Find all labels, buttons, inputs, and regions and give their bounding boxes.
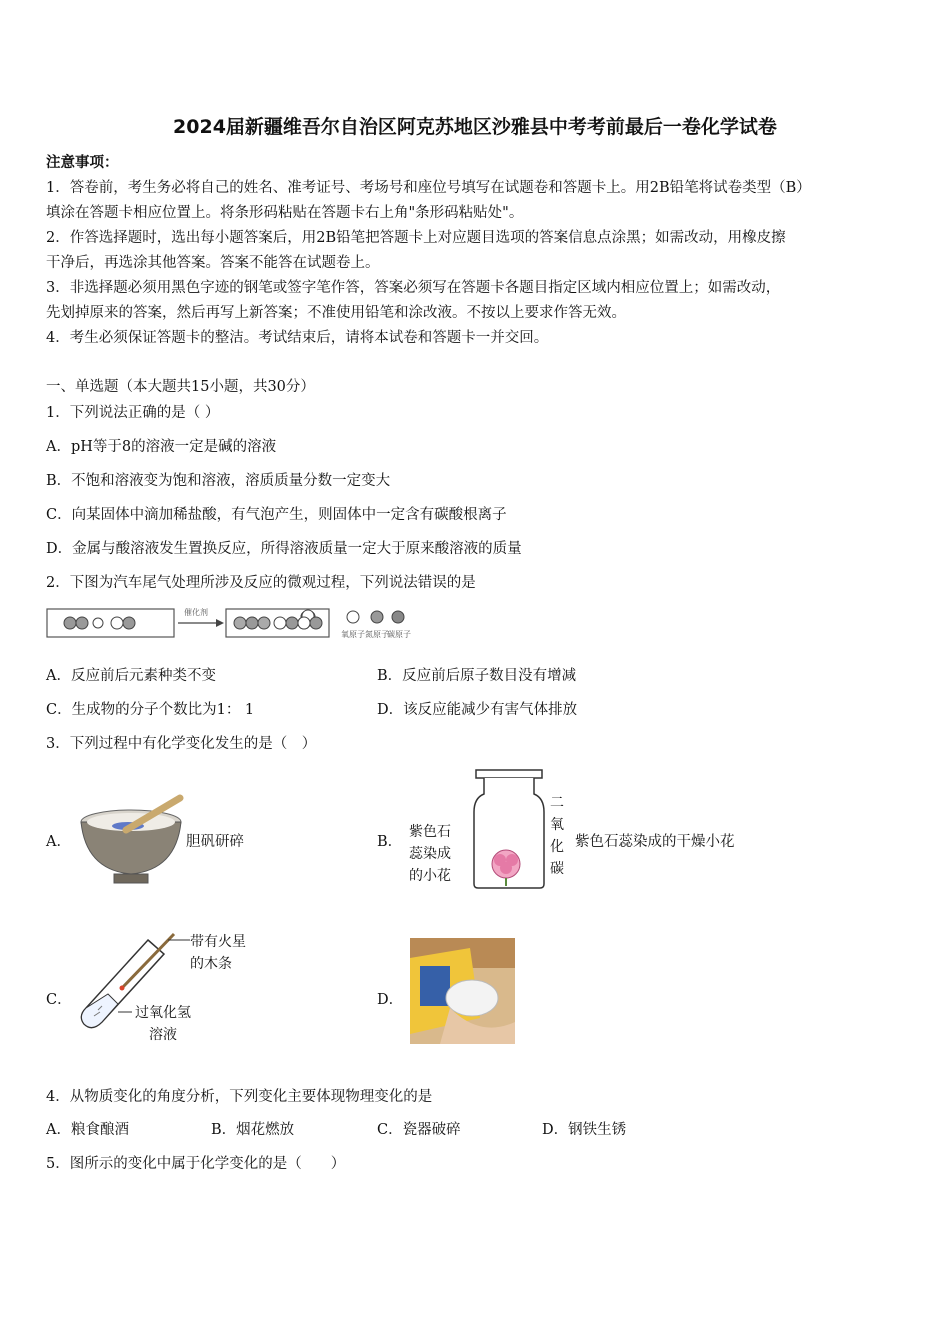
notice-line: 填涂在答题卡相应位置上。将条形码粘贴在答题卡右上角"条形码粘贴处"。	[46, 205, 524, 221]
q4-option-b: B．烟花燃放	[211, 1122, 295, 1138]
q2-option-d: D．该反应能减少有害气体排放	[377, 702, 578, 718]
notice-line: 干净后，再选涂其他答案。答案不能答在试题卷上。	[46, 255, 380, 271]
question-stem: 5．图所示的变化中属于化学变化的是（ ）	[46, 1156, 346, 1172]
q3-option-b-letter: B．	[377, 834, 403, 850]
notice-line: 4．考生必须保证答题卡的整洁。考试结束后，请将本试卷和答题卡一并交回。	[46, 330, 549, 346]
q4-option-d: D．钢铁生锈	[542, 1122, 627, 1138]
question-stem: 1．下列说法正确的是（ ）	[46, 405, 220, 421]
bottle-flower-label	[409, 821, 451, 887]
legend-oxygen: 氧原子	[341, 630, 365, 639]
notice-line: 2．作答选择题时，选出每小题答案后，用2B铅笔把答题卡上对应题目选项的答案信息点涂黑；如需改动，用橡皮擦	[46, 230, 786, 246]
hand-warmer-photo	[410, 938, 515, 1044]
label-line: 碳	[550, 861, 564, 877]
q2-option-c: C．生成物的分子个数比为1： 1	[46, 702, 255, 718]
q3-option-a-text: 胆矾研碎	[186, 834, 244, 850]
q1-option-a: A．pH等于8的溶液一定是碱的溶液	[46, 439, 277, 455]
question-stem: 2．下图为汽车尾气处理所涉及反应的微观过程，下列说法错误的是	[46, 575, 476, 591]
q4-option-c: C．瓷器破碎	[377, 1122, 461, 1138]
splint-label	[190, 931, 246, 975]
label-line: 的小花	[409, 868, 451, 884]
q3-option-a-letter: A．	[46, 834, 71, 850]
q1-option-b: B．不饱和溶液变为饱和溶液，溶质质量分数一定变大	[46, 473, 391, 489]
gas-bottle-image	[470, 768, 548, 890]
label-line: 二	[550, 795, 564, 811]
label-line: 氧	[550, 817, 564, 833]
bottle-gas-label	[550, 792, 564, 880]
q4-option-a: A．粮食酿酒	[46, 1122, 129, 1138]
q2-option-a: A．反应前后元素种类不变	[46, 668, 216, 684]
q2-option-b: B．反应前后原子数目没有增减	[377, 668, 577, 684]
question-stem: 3．下列过程中有化学变化发生的是（ ）	[46, 736, 317, 752]
q3-option-c-letter: C．	[46, 992, 72, 1008]
catalyst-label: 催化剂	[184, 608, 208, 617]
label-line: 化	[550, 839, 564, 855]
question-stem: 4．从物质变化的角度分析，下列变化主要体现物理变化的是	[46, 1089, 433, 1105]
legend-nitrogen: 氮原子	[365, 630, 389, 639]
notice-heading: 注意事项：	[46, 154, 119, 171]
notice-line: 先划掉原来的答案，然后再写上新答案；不准使用铅笔和涂改液。不按以上要求作答无效。	[46, 305, 626, 321]
notice-line: 3．非选择题必须用黑色字迹的钢笔或签字笔作答，答案必须写在答题卡各题目指定区域内相应位置上；如需改动，	[46, 280, 781, 296]
q1-option-c: C．向某固体中滴加稀盐酸，有气泡产生，则固体中一定含有碳酸根离子	[46, 507, 507, 523]
q3-option-d-letter: D．	[377, 992, 404, 1008]
section-heading: 一、单选题（本大题共15小题，共30分）	[46, 379, 315, 395]
q1-option-d: D．金属与酸溶液发生置换反应，所得溶液质量一定大于原来酸溶液的质量	[46, 541, 522, 557]
legend-carbon: 碳原子	[387, 630, 411, 639]
label-line: 蕊染成	[409, 846, 451, 862]
label-line: 紫色石	[409, 824, 451, 840]
peroxide-label	[135, 1002, 191, 1046]
label-line: 过氧化氢	[135, 1005, 191, 1021]
label-line: 溶液	[149, 1027, 177, 1043]
q3-option-b-text: 紫色石蕊染成的干燥小花	[575, 834, 735, 850]
mortar-pestle-image	[76, 792, 186, 887]
label-line: 的木条	[190, 956, 232, 972]
reaction-diagram	[46, 603, 411, 643]
label-line: 带有火星	[190, 934, 246, 950]
notice-line: 1．答卷前，考生务必将自己的姓名、准考证号、考场号和座位号填写在试题卷和答题卡上。用2B铅笔将试卷类型（B）	[46, 180, 811, 196]
page-title: 2024届新疆维吾尔自治区阿克苏地区沙雅县中考考前最后一卷化学试卷	[173, 116, 777, 138]
